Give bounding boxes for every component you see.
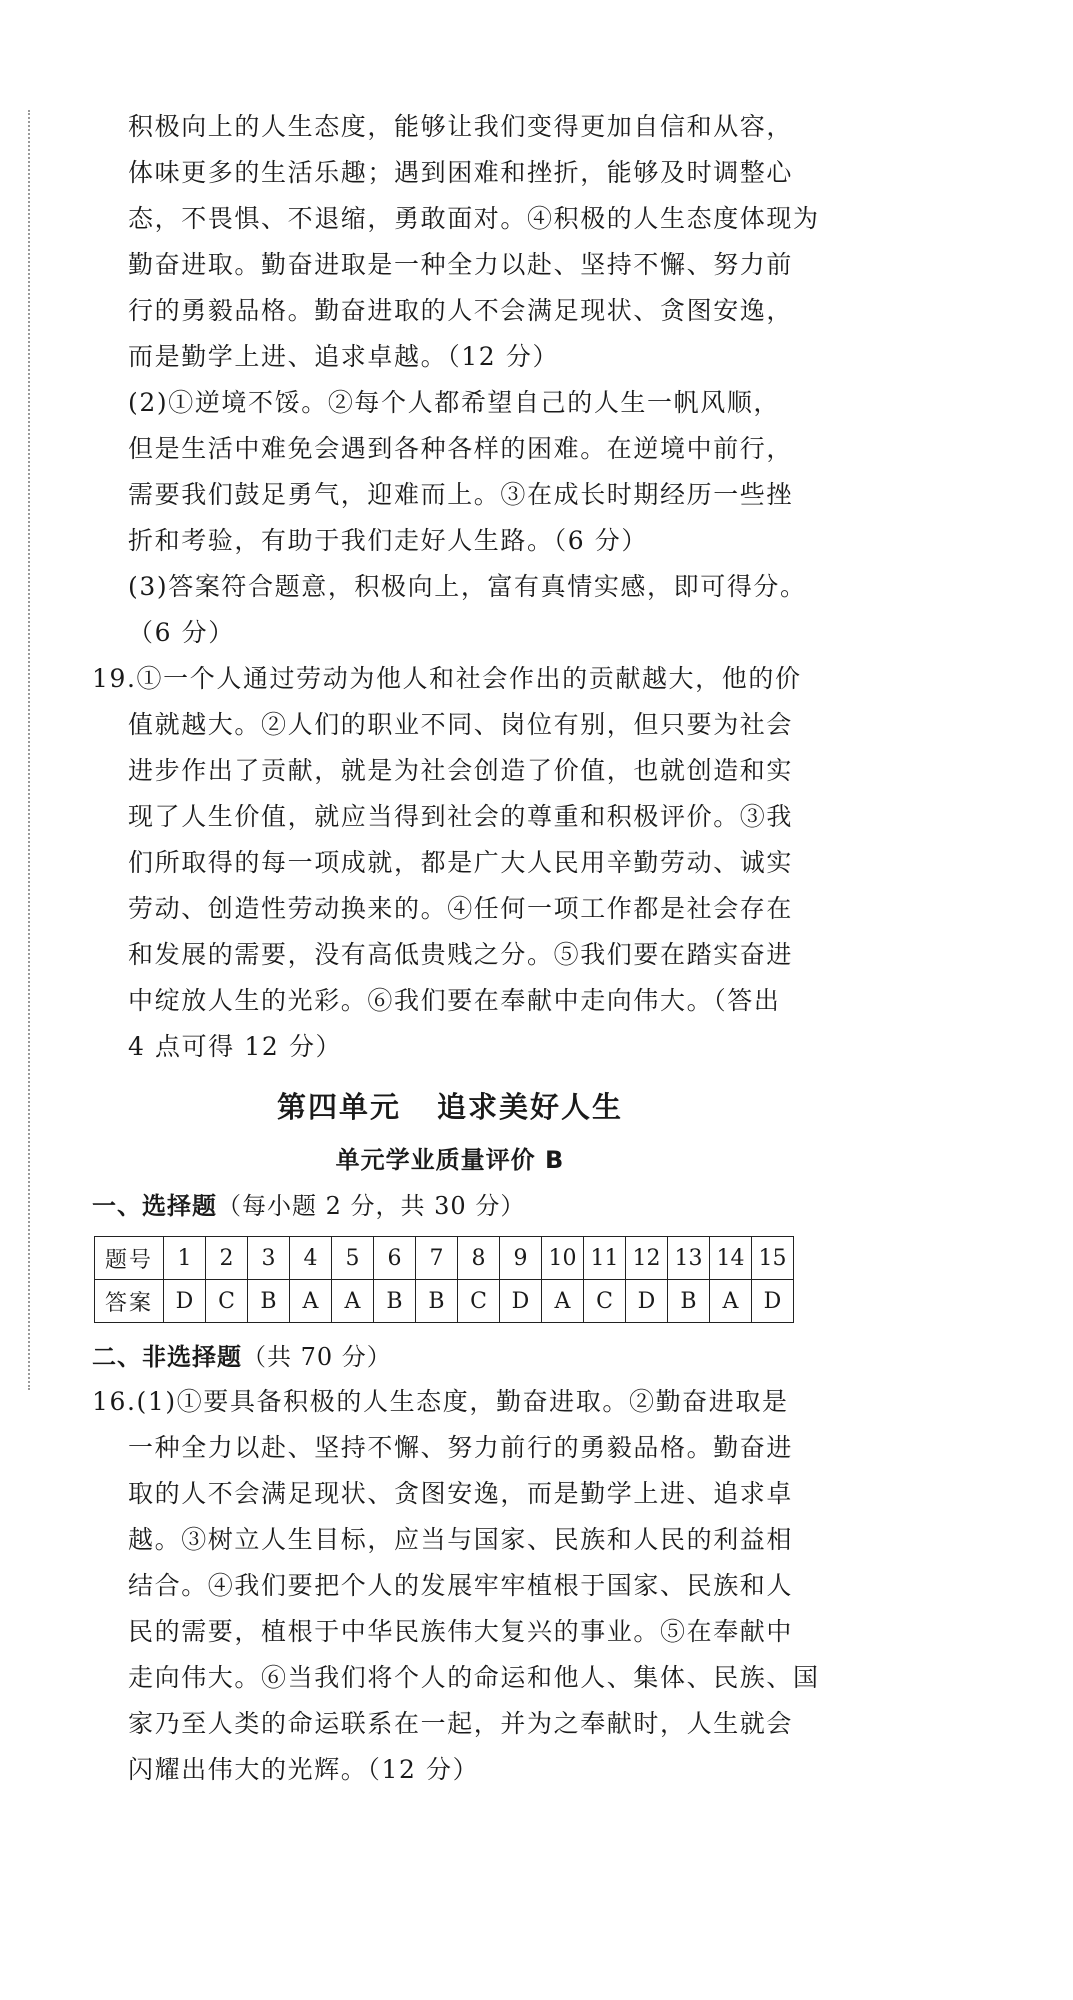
answer-cell: B: [416, 1280, 458, 1323]
text-line: （6 分）: [128, 618, 235, 647]
question-number-cell: 3: [248, 1237, 290, 1280]
question-number-cell: 10: [542, 1237, 584, 1280]
answer-cell: B: [248, 1280, 290, 1323]
text-line: 越。③树立人生目标，应当与国家、民族和人民的利益相: [128, 1525, 794, 1554]
unit-number: 第四单元: [276, 1090, 401, 1124]
answer-part-2: [92, 380, 808, 564]
text-line: 进步作出了贡献，就是为社会创造了价值，也就创造和实: [128, 756, 794, 785]
text-line: 需要我们鼓足勇气，迎难而上。③在成长时期经历一些挫: [128, 480, 794, 509]
answer-cell: C: [458, 1280, 500, 1323]
unit-title: [92, 1078, 808, 1136]
text-line: 现了人生价值，就应当得到社会的尊重和积极评价。③我: [128, 802, 794, 831]
answer-block-continued: [92, 104, 820, 380]
text-line: 体味更多的生活乐趣；遇到困难和挫折，能够及时调整心: [128, 158, 794, 187]
answer-cell: B: [374, 1280, 416, 1323]
text-line: 行的勇毅品格。勤奋进取的人不会满足现状、贪图安逸，: [128, 296, 794, 325]
text-line: 态，不畏惧、不退缩，勇敢面对。④积极的人生态度体现为: [128, 204, 820, 233]
answer-cell: C: [206, 1280, 248, 1323]
text-line: 中绽放人生的光彩。⑥我们要在奉献中走向伟大。（答出: [128, 986, 781, 1015]
section-note: （每小题 2 分，共 30 分）: [217, 1192, 526, 1220]
text-line: 取的人不会满足现状、贪图安逸，而是勤学上进、追求卓: [128, 1479, 794, 1508]
answer-cell: A: [542, 1280, 584, 1323]
question-number-cell: 2: [206, 1237, 248, 1280]
text-line: 积极向上的人生态度，能够让我们变得更加自信和从容，: [128, 112, 794, 141]
answer-part-3: [92, 564, 808, 656]
text-line: (3)答案符合题意，积极向上，富有真情实感，即可得分。: [128, 572, 807, 601]
row-label: 题号: [95, 1237, 164, 1280]
page-content: [92, 104, 820, 1793]
answer-cell: A: [290, 1280, 332, 1323]
text-line: 闪耀出伟大的光辉。（12 分）: [128, 1755, 480, 1784]
section-non-choice-heading: [92, 1335, 808, 1379]
answer-cell: A: [710, 1280, 752, 1323]
unit-subtitle: 单元学业质量评价 B: [335, 1146, 565, 1174]
question-number-row: [95, 1237, 794, 1280]
text-line: 一种全力以赴、坚持不懈、努力前行的勇毅品格。勤奋进: [128, 1433, 794, 1462]
section-multiple-choice-heading: [92, 1184, 808, 1228]
answer-cell: D: [500, 1280, 542, 1323]
binding-margin-rule: [28, 110, 30, 1390]
text-line: 16.(1)①要具备积极的人生态度，勤奋进取。②勤奋进取是: [92, 1387, 789, 1416]
answer-cell: A: [332, 1280, 374, 1323]
question-number-cell: 12: [626, 1237, 668, 1280]
section-title: 二、非选择题: [92, 1343, 242, 1371]
question-number-cell: 7: [416, 1237, 458, 1280]
question-number-cell: 4: [290, 1237, 332, 1280]
question-number-cell: 14: [710, 1237, 752, 1280]
text-line: 劳动、创造性劳动换来的。④任何一项工作都是社会存在: [128, 894, 794, 923]
question-number-cell: 6: [374, 1237, 416, 1280]
answer-cell: D: [164, 1280, 206, 1323]
question-number-cell: 8: [458, 1237, 500, 1280]
answer-cell: C: [584, 1280, 626, 1323]
row-label: 答案: [95, 1280, 164, 1323]
question-number-cell: 15: [752, 1237, 794, 1280]
question-number-cell: 13: [668, 1237, 710, 1280]
answer-cell: B: [668, 1280, 710, 1323]
text-line: 值就越大。②人们的职业不同、岗位有别，但只要为社会: [128, 710, 794, 739]
text-line: 家乃至人类的命运联系在一起，并为之奉献时，人生就会: [128, 1709, 794, 1738]
section-note: （共 70 分）: [242, 1343, 392, 1371]
text-line: 勤奋进取。勤奋进取是一种全力以赴、坚持不懈、努力前: [128, 250, 794, 279]
text-line: 19.①一个人通过劳动为他人和社会作出的贡献越大，他的价: [92, 664, 802, 693]
question-number-cell: 5: [332, 1237, 374, 1280]
question-number-cell: 1: [164, 1237, 206, 1280]
text-line: 民的需要，植根于中华民族伟大复兴的事业。⑤在奉献中: [128, 1617, 794, 1646]
text-line: 结合。④我们要把个人的发展牢牢植根于国家、民族和人: [128, 1571, 794, 1600]
question-number-cell: 11: [584, 1237, 626, 1280]
question-number-cell: 9: [500, 1237, 542, 1280]
answer-question-16: [92, 1379, 820, 1793]
text-line: 但是生活中难免会遇到各种各样的困难。在逆境中前行，: [128, 434, 794, 463]
text-line: 和发展的需要，没有高低贵贱之分。⑤我们要在踏实奋进: [128, 940, 794, 969]
answer-cell: D: [752, 1280, 794, 1323]
answer-row: [95, 1280, 794, 1323]
section-title: 一、选择题: [92, 1192, 217, 1220]
text-line: 们所取得的每一项成就，都是广大人民用辛勤劳动、诚实: [128, 848, 794, 877]
answer-question-19: [92, 656, 808, 1070]
text-line: 而是勤学上进、追求卓越。（12 分）: [128, 342, 560, 371]
answer-cell: D: [626, 1280, 668, 1323]
text-line: (2)①逆境不馁。②每个人都希望自己的人生一帆风顺，: [128, 388, 781, 417]
text-line: 走向伟大。⑥当我们将个人的命运和他人、集体、民族、国: [128, 1663, 820, 1692]
unit-name: 追求美好人生: [437, 1090, 624, 1124]
answer-table: [94, 1236, 794, 1323]
text-line: 4 点可得 12 分）: [128, 1032, 343, 1061]
text-line: 折和考验，有助于我们走好人生路。（6 分）: [128, 526, 648, 555]
